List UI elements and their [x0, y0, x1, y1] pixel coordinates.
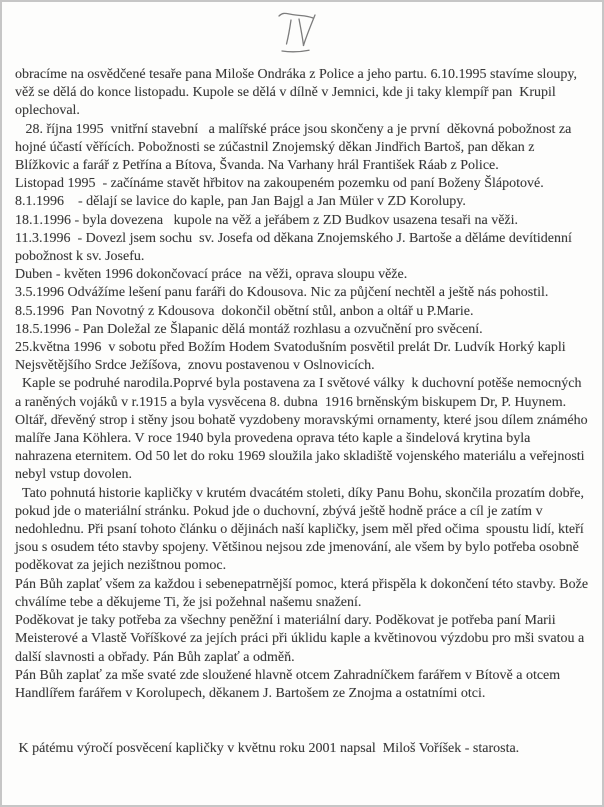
paragraph: 3.5.1996 Odvážíme lešení panu faráři do Kdousova. Nic za půjčení nechtěl a ještě nás pohostil.	[15, 285, 549, 301]
paragraph: 28. října 1995 vnitřní stavební a malířské práce jsou skončeny a je první děkovná pobožnost za hojné účastí věřících. Pobožnosti se zúčastnil Znojemský děkan Jindřich Bartoš, pan děkan z Blížkovic a farář z Petřína a Bítova, Švanda. Na Varhany hrál František Ráab z Police.	[15, 121, 575, 174]
paragraph: Pán Bůh zaplať za mše svaté zde sloužené hlavně otcem Zahradníčkem farářem v Bítově a otcem Handlířem farářem v Korolupech, děkanem J. Bartošem ze Znojma a ostatními otci.	[15, 667, 564, 701]
paragraph: 25.května 1996 v sobotu před Božím Hodem Svatodušním posvětil prelát Dr. Ludvík Horký kapli Nejsvětějšího Srdce Ježíšova, znovu postavenou v Oslnovicích.	[15, 340, 570, 374]
paragraph: Listopad 1995 - začínáme stavět hřbitov na zakoupeném pozemku od paní Boženy Šlápotové.	[15, 176, 544, 192]
paragraph: obracíme na osvědčené tesaře pana Miloše Ondráka z Police a jeho partu. 6.10.1995 stavíme sloupy, věž se dělá do konce listopadu. Kupole se dělá v dílně v Jemnici, kde ji taky klempíř pan Krupil oplechoval.	[15, 67, 581, 119]
paragraph: Tato pohnutá historie kapličky v krutém dvacátém stoleti, díky Panu Bohu, skončila prozatím dobře, pokud jde o materiální stránku. Pokud jde o duchovní, zbývá ještě hodně práce a cíl je zatím v nedohlednu. Při psaní tohoto článku o dějinách naší kapličky, jsem měl před očima spoustu lidí, kteří jsou s osudem této stavby spojeny. Většinou nejsou zde jmenování, ale všem by bylo potřeba osobně poděkovat za jejich nezištnou pomoc.	[15, 485, 588, 574]
paragraph: Pán Bůh zaplať všem za každou i sebenepatrnější pomoc, která přispěla k dokončení této stavby. Bože chválíme tebe a děkujeme Ti, že jsi požehnal našemu snažení.	[15, 576, 592, 610]
paragraph: 11.3.1996 - Dovezl jsem sochu sv. Josefa od děkana Znojemského J. Bartoše a děláme devítidenní pobožnost k sv. Josefu.	[15, 230, 576, 265]
signature-line: K pátému výročí posvěcení kapličky v květnu roku 2001 napsal Miloš Voříšek - starosta.	[15, 741, 520, 757]
paragraph: Duben - květen 1996 dokončovací práce na věži, oprava sloupu věže.	[15, 267, 408, 283]
paragraph: Kaple se podruhé narodila.Poprvé byla postavena za I světové války k duchovní potěše nemocných a raněných vojáků v r.1915 a byla vysvěcena 8. dubna 1916 brněnským biskupem Dr, P. Huynem. Oltář, dřevěný strop i stěny jsou bohatě vyzdobeny moravskými ornamenty, které jsou dílem známého malíře Jana Köhlera. V roce 1940 byla provedena oprava této kaple a šindelová krytina byla nahrazena eternitem. Od 50 let do roku 1969 sloužila jako skladiště vojenského materiálu a veřejnosti nebyl vstup dovolen.	[15, 376, 592, 483]
paragraph: 8.1.1996 - dělají se lavice do kaple, pan Jan Bajgl a Jan Müler v ZD Korolupy.	[15, 194, 466, 210]
handwritten-page-number	[270, 7, 334, 57]
paragraph: 18.5.1996 - Pan Doležal ze Šlapanic dělá montáž rozhlasu a ozvučnění pro svěcení.	[15, 321, 483, 337]
paragraph: Poděkovat je taky potřeba za všechny peněžní i materiální dary. Poděkovat je potřeba paní Marii Meisterové a Vlastě Voříškové za jejích práci při úklidu kaple a květinovou výzdobu pro mši svatou a další slavnosti a obřady. Pán Bůh zaplať a odměň.	[15, 613, 588, 665]
signature-block	[15, 740, 591, 758]
paragraph: 18.1.1996 - byla dovezena kupole na věž a jeřábem z ZD Budkov usazena tesaři na věži.	[15, 212, 519, 228]
document-body	[15, 66, 591, 758]
handwritten-iv-strokes	[270, 7, 334, 57]
paragraph: 8.5.1996 Pan Novotný z Kdousova dokončil obětní stůl, anbon a oltář u P.Marie.	[15, 303, 474, 319]
